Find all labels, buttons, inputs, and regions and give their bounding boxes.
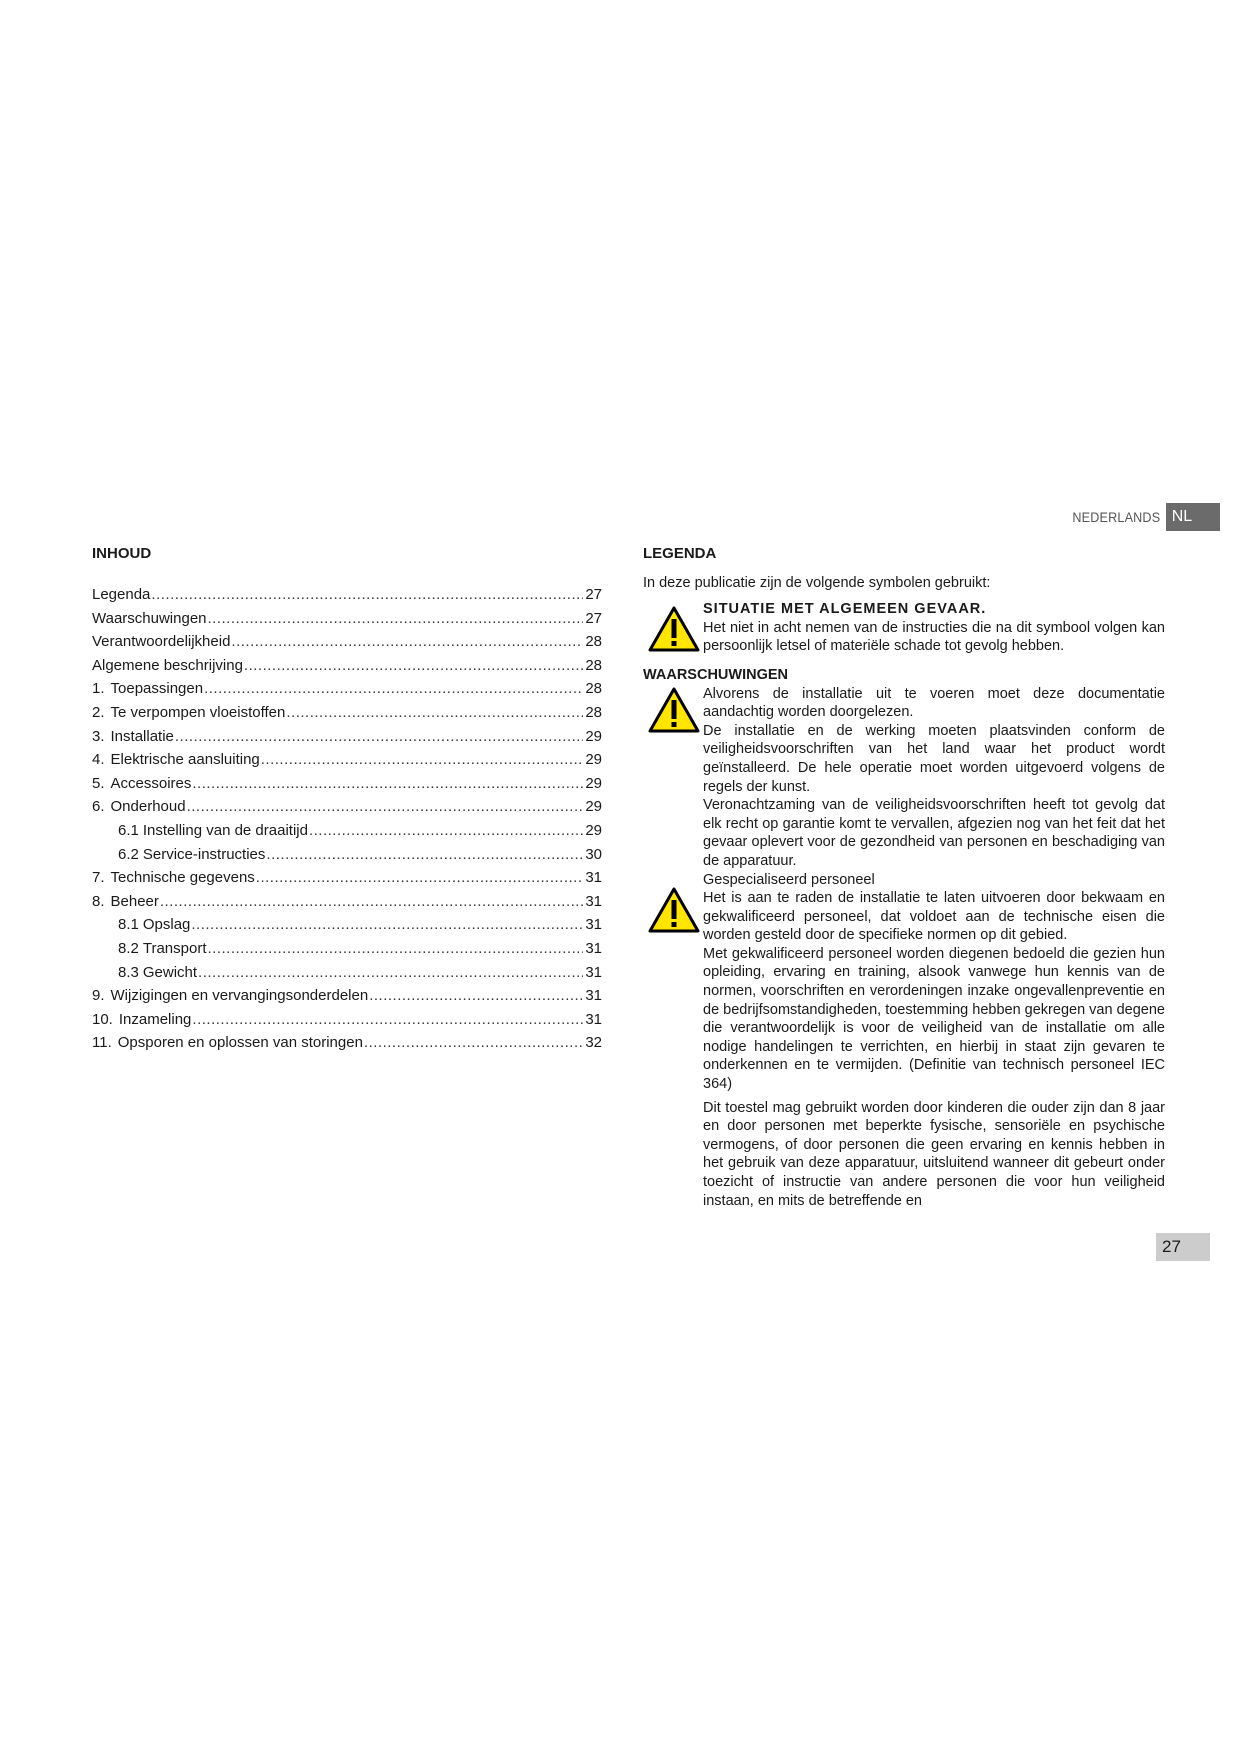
toc-entry-page: 31	[585, 916, 602, 934]
warning-triangle-icon	[648, 687, 700, 733]
toc-list	[92, 586, 602, 1058]
toc-entry-number: 1.	[92, 680, 105, 698]
danger-block	[643, 600, 1165, 656]
toc-entry-label: Transport	[142, 939, 207, 957]
toc-entry-label: Opsporen en oplossen van storingen	[117, 1034, 363, 1052]
language-tab	[1062, 503, 1220, 531]
toc-leader-dots	[266, 846, 583, 863]
toc-entry	[92, 893, 602, 917]
warning-paragraph: De installatie en de werking moeten plaatsvinden conform de veiligheidsvoorschriften van het land waar het product wordt geïnstalleerd. De hele operatie moet worden uitgevoerd volgens de regels der kunst.	[703, 722, 1165, 795]
legenda-intro: In deze publicatie zijn de volgende symbolen gebruikt:	[643, 574, 991, 591]
toc-entry-label: Service-instructies	[142, 845, 266, 863]
right-column	[643, 545, 1165, 1210]
page-number: 27	[1156, 1233, 1210, 1261]
toc-entry-number: 11.	[92, 1034, 112, 1052]
toc-leader-dots	[160, 893, 583, 910]
toc-entry	[92, 1034, 602, 1058]
toc-entry-page: 28	[585, 703, 602, 721]
toc-entry-page: 31	[585, 869, 602, 887]
toc-entry-page: 31	[585, 963, 602, 981]
toc-entry-page: 29	[585, 774, 602, 792]
toc-leader-dots	[286, 704, 583, 721]
toc-entry-label: Opslag	[142, 916, 191, 934]
toc-entry-number: 10.	[92, 1010, 113, 1028]
toc-leader-dots	[244, 657, 583, 674]
toc-entry-page: 29	[585, 821, 602, 839]
toc-entry	[92, 964, 602, 988]
toc-entry	[92, 846, 602, 870]
toc-entry-number: 8.	[92, 892, 105, 910]
toc-entry-label: Wijzigingen en vervangingsonderdelen	[110, 987, 369, 1005]
toc-entry-label: Legenda	[92, 586, 151, 603]
warning-paragraph: Alvorens de installatie uit te voeren moet deze documentatie aandachtig worden doorgelezen.	[703, 685, 1165, 721]
toc-entry-label: Waarschuwingen	[92, 609, 207, 627]
toc-leader-dots	[256, 869, 583, 886]
toc-leader-dots	[364, 1034, 583, 1051]
toc-entry	[92, 822, 602, 846]
toc-entry	[92, 728, 602, 752]
language-name: NEDERLANDS	[1072, 509, 1161, 525]
toc-entry-number: 7.	[92, 869, 105, 887]
toc-leader-dots	[187, 798, 583, 815]
toc-leader-dots	[208, 940, 584, 957]
toc-entry-page: 32	[585, 1034, 602, 1052]
toc-entry-label: Verantwoordelijkheid	[92, 633, 231, 651]
toc-entry-page: 31	[585, 892, 602, 910]
toc-leader-dots	[191, 916, 583, 933]
toc-entry-page: 31	[585, 987, 602, 1005]
toc-entry	[92, 751, 602, 775]
toc-leader-dots	[151, 586, 583, 603]
toc-entry-page: 31	[585, 939, 602, 957]
toc-entry-page: 27	[585, 586, 602, 603]
toc-entry-number: 3.	[92, 727, 105, 745]
toc-entry-label: Installatie	[110, 727, 174, 745]
toc-entry-page: 29	[585, 727, 602, 745]
toc-entry-label: Instelling van de draaitijd	[142, 821, 308, 839]
toc-entry-label: Elektrische aansluiting	[110, 751, 260, 769]
warning-paragraph: Veronachtzaming van de veiligheidsvoorschriften heeft tot gevolg dat elk recht op garantie komt te vervallen, afgezien nog van het feit dat het gevaar oplevert voor de gezondheid van personen en beschadiging van de apparatuur.	[703, 797, 1165, 869]
toc-entry	[92, 869, 602, 893]
toc-entry-number: 4.	[92, 751, 105, 769]
danger-title: SITUATIE MET ALGEMEEN GEVAAR.	[703, 601, 987, 618]
toc-leader-dots	[198, 964, 583, 981]
toc-entry-number: 9.	[92, 987, 105, 1005]
toc-entry-label: Inzameling	[118, 1010, 192, 1028]
toc-entry-label: Algemene beschrijving	[92, 656, 243, 674]
toc-entry-page: 28	[585, 633, 602, 651]
toc-entry-number: 2.	[92, 703, 105, 721]
toc-entry	[92, 633, 602, 657]
language-code: NL	[1166, 503, 1220, 531]
toc-entry-page: 31	[585, 1010, 602, 1028]
toc-leader-dots	[204, 680, 583, 697]
toc-entry-page: 29	[585, 798, 602, 816]
toc-leader-dots	[369, 987, 583, 1004]
toc-entry-label: Toepassingen	[110, 680, 204, 698]
toc-entry-page: 27	[585, 609, 602, 627]
toc-entry-number: 6.1	[118, 821, 139, 839]
warnings-block-1	[643, 685, 1165, 890]
toc-title: INHOUD	[92, 545, 152, 562]
toc-entry-label: Accessoires	[110, 774, 192, 792]
toc-leader-dots	[192, 1011, 583, 1028]
toc-leader-dots	[261, 751, 583, 768]
toc-entry-label: Te verpompen vloeistoffen	[110, 703, 286, 721]
toc-entry-page: 29	[585, 751, 602, 769]
toc-entry	[92, 586, 602, 610]
toc-leader-dots	[175, 728, 583, 745]
toc-entry-page: 28	[585, 656, 602, 674]
warning-triangle-icon	[648, 887, 700, 933]
toc-entry-label: Gewicht	[142, 963, 198, 981]
toc-entry	[92, 987, 602, 1011]
toc-entry	[92, 680, 602, 704]
warning-triangle-icon	[648, 606, 700, 652]
table-of-contents	[92, 545, 602, 1058]
warnings-block-2	[643, 889, 1165, 1210]
warning-subheading: Gespecialiseerd personeel	[703, 871, 875, 888]
toc-entry-number: 8.2	[118, 939, 139, 957]
warning-paragraph: Dit toestel mag gebruikt worden door kinderen die ouder zijn dan 8 jaar en door personen met beperkte fysische, sensoriële en psychische vermogens, of door personen die geen ervaring en kennis hebben in het gebruik van deze apparatuur, uitsluitend wanneer dit gebeurt onder toezicht of instructie van andere personen die voor hun veiligheid instaan, en mits de betreffende en	[703, 1099, 1165, 1209]
warnings-title: WAARSCHUWINGEN	[643, 666, 788, 683]
toc-leader-dots	[231, 633, 583, 650]
toc-entry	[92, 1011, 602, 1035]
toc-entry	[92, 798, 602, 822]
toc-entry-number: 6.	[92, 798, 105, 816]
warning-paragraph: Met gekwalificeerd personeel worden diegenen bedoeld die gezien hun opleiding, ervaring en training, alsook vanwege hun kennis van de normen, voorschriften en verordeningen inzake ongevallenpreventie en de bedrijfsomstandigheden, toestemming hebben gekregen van degene die verantwoordelijk is voor de veiligheid van de installatie om alle nodige handelingen te verrichten, en hierbij in staat zijn gevaren te onderkennen en te vermijden. (Definitie van technisch personeel IEC 364)	[703, 945, 1165, 1093]
toc-entry-label: Onderhoud	[110, 798, 186, 816]
toc-leader-dots	[208, 610, 584, 627]
toc-entry-number: 6.2	[118, 845, 139, 863]
toc-entry	[92, 657, 602, 681]
toc-entry-label: Beheer	[110, 892, 159, 910]
toc-leader-dots	[309, 822, 583, 839]
toc-entry	[92, 704, 602, 728]
toc-entry-page: 30	[585, 845, 602, 863]
toc-entry	[92, 940, 602, 964]
toc-entry-label: Technische gegevens	[110, 869, 255, 887]
toc-entry	[92, 610, 602, 634]
toc-entry-number: 8.1	[118, 916, 139, 934]
toc-entry-number: 8.3	[118, 963, 139, 981]
warning-paragraph: Het is aan te raden de installatie te laten uitvoeren door bekwaam en gekwalificeerd personeel, dat voldoet aan de technische eisen die worden gesteld door de specifieke normen op dit gebied.	[703, 890, 1165, 944]
toc-entry	[92, 775, 602, 799]
toc-leader-dots	[192, 775, 583, 792]
toc-entry	[92, 916, 602, 940]
danger-text: Het niet in acht nemen van de instructies die na dit symbool volgen kan persoonlijk letsel of materiële schade tot gevolg hebben.	[703, 619, 1165, 655]
legenda-title: LEGENDA	[643, 545, 717, 562]
toc-entry-number: 5.	[92, 774, 105, 792]
toc-entry-page: 28	[585, 680, 602, 698]
